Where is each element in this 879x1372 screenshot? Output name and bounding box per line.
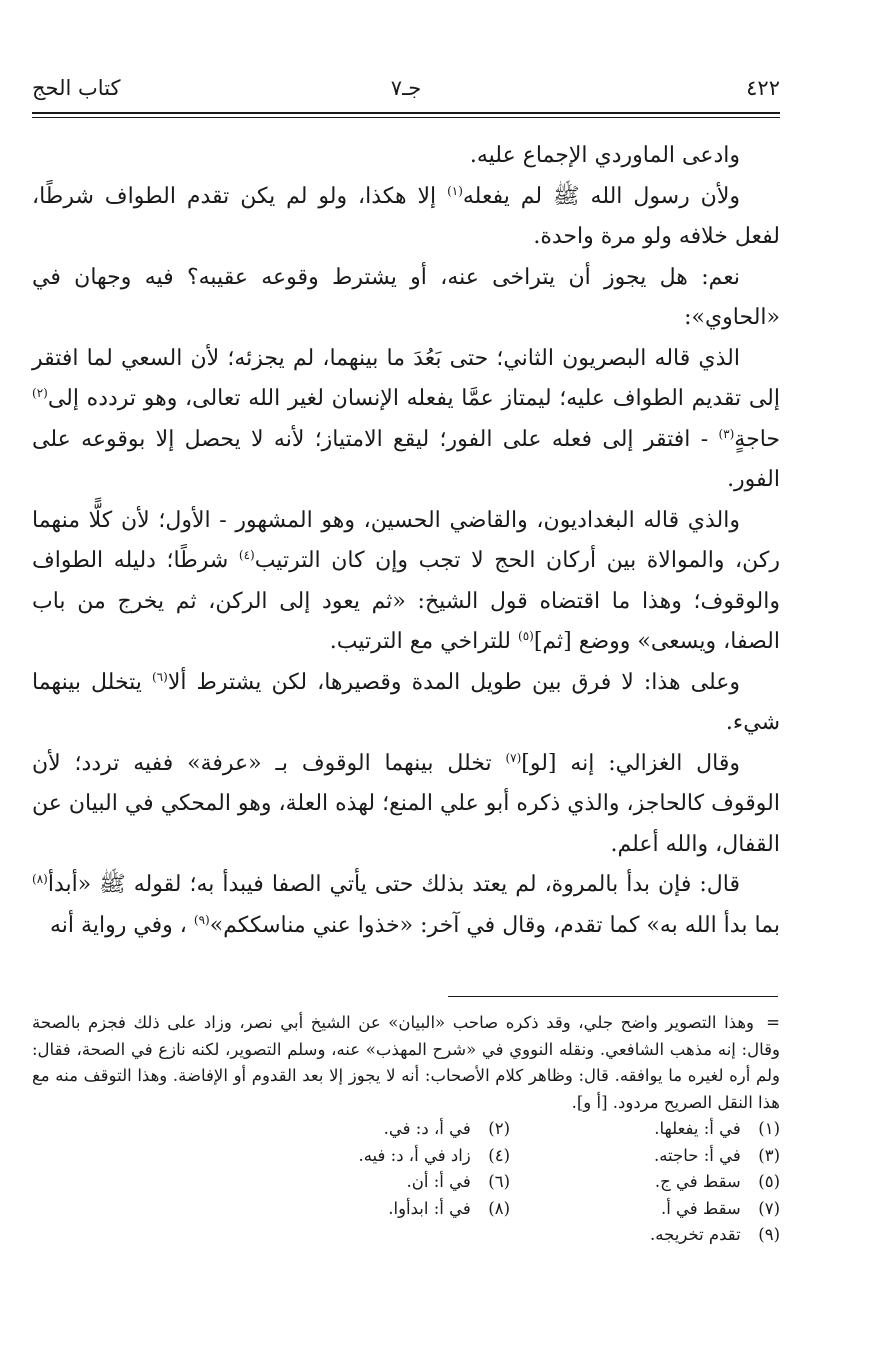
footnote-ref: (٦) [151,669,168,684]
header-rule-thick [32,112,780,114]
paragraph: قال: فإن بدأ بالمروة، لم يعتد بذلك حتى يأتي الصفا فيبدأ به؛ لقوله ﷺ «أبدأ$^{(٨)}$ بما بدأ الله به» كما تقدم، وقال في آخر: «خذوا عني مناسككم»$^{(٩)}$ ، وفي رواية أنه [32,872,780,938]
footnote-separator [448,996,778,997]
footnote-item: (٦) في أ: أن. [406,1172,510,1191]
footnote-item: (٥) سقط في ج. [654,1172,780,1191]
footnote-ref: (٩) [193,912,210,927]
footnote-ref: (٣) [718,426,735,441]
footnote-item: (٩) تقدم تخريجه. [650,1225,780,1244]
paragraph: الذي قاله البصريون الثاني؛ حتى بَعُدَ ما بينهما، لم يجزئه؛ لأن السعي لما افتقر إلى تقديم الطواف عليه؛ ليمتاز عمَّا يفعله الإنسان لغير الله تعالى، وهو تردده إلى$^{(٢)}$ حاجةٍ$^{(٣)}$ - افتقر إلى فعله على الفور؛ ليقع الامتياز؛ لأنه لا يحصل إلا بوقوعه على الفور. [32,345,780,492]
paragraph: وادعى الماوردي الإجماع عليه. [469,143,740,168]
paragraph: ولأن رسول الله ﷺ لم يفعله$^{(١)}$ إلا هكذا، ولو لم يكن تقدم الطواف شرطًا، لفعل خلافه ولو مرة واحدة. [32,183,780,249]
continuation-marker: = [766,1013,780,1032]
page-number: ٤٢٢ [746,76,780,100]
footnote-item: (٧) سقط في أ. [660,1198,780,1218]
paragraph: نعم: هل يجوز أن يتراخى عنه، أو يشترط وقوعه عقيبه؟ فيه وجهان في «الحاوي»: [32,264,780,330]
main-text [32,136,780,946]
footnote-ref: (٧) [505,750,522,765]
paragraph: والذي قاله البغداديون، والقاضي الحسين، وهو المشهور - الأول؛ لأن كلًّا منهما ركن، والموالاة بين أركان الحج لا تجب وإن كان الترتيب$^{(٤)}$ شرطًا؛ دليله الطواف والوقوف؛ وهذا ما اقتضاه قول الشيخ: «ثم يعود إلى الركن، ثم يخرج من باب الصفا، ويسعى» ووضع [ثم]$^{(٥)}$ للتراخي مع الترتيب. [32,507,780,654]
footnote-item: (٢) في أ، د: في. [383,1119,510,1138]
footnote-continuation: =وهذا التصوير واضح جلي، وقد ذكره صاحب «البيان» عن الشيخ أبي نصر، وزاد على ذلك فجزم بالصحة وقال: إنه مذهب الشافعي. ونقله النووي في «شرح المهذب» عنه، وسلم التصوير، لكنه نازع في الصحة، فقال: ولم أره لغيره ما يوافقه. قال: وظاهر كلام الأصحاب: أنه لا يجوز إلا بعد القدوم أو الإفاضة. وهذا التوقف منه مع هذا النقل الصريح مردود. [أ و]. [32,1010,780,1116]
volume-label: جـ٧ [390,76,422,100]
book-title: كتاب الحج [32,76,121,100]
footnote-ref: (٢) [32,386,48,400]
footnote-item: (٣) في أ: حاجته. [653,1145,780,1165]
footnotes [32,1010,780,1249]
footnote-item: (٤) زاد في أ، د: فيه. [358,1145,510,1165]
running-header [32,70,780,106]
header-rule-thin [32,117,780,118]
footnote-ref: (٥) [518,629,534,643]
footnote-ref: (٨) [32,872,48,886]
footnote-ref: (٤) [238,548,255,562]
paragraph: وقال الغزالي: إنه [لو]$^{(٧)}$ تخلل بينهما الوقوف بـ «عرفة» ففيه تردد؛ لأن الوقوف كالحاجز، والذي ذكره أبو علي المنع؛ لهذه العلة، وهو المحكي في البيان عن القفال، والله أعلم. [32,750,780,857]
footnote-list [32,1116,780,1249]
footnote-item: (٨) في أ: ابدأوا. [388,1198,510,1218]
footnote-ref: (١) [447,183,463,198]
footnote-item: (١) في أ: يفعلها. [654,1119,780,1138]
paragraph: وعلى هذا: لا فرق بين طويل المدة وقصيرها، لكن يشترط ألا$^{(٦)}$ يتخلل بينهما شيء. [32,669,780,735]
